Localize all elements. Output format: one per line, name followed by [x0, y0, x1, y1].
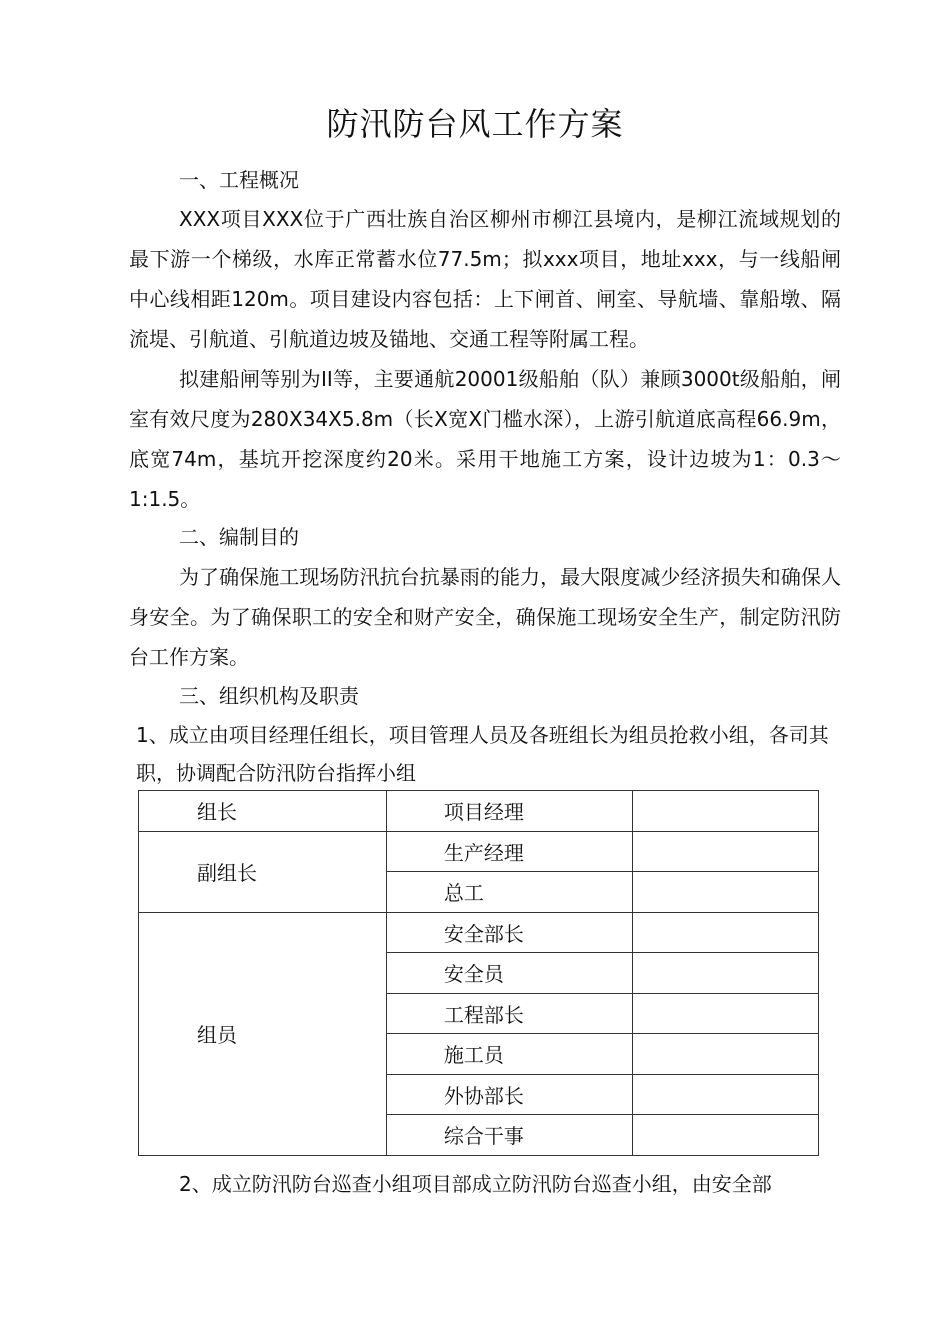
blank-cell	[632, 993, 818, 1034]
blank-cell	[632, 1115, 818, 1156]
blank-cell	[632, 953, 818, 994]
member-role-cell: 综合干事	[386, 1115, 632, 1156]
section-1-heading: 一、工程概况	[179, 168, 299, 192]
blank-cell	[632, 791, 818, 832]
section-3-heading: 三、组织机构及职责	[179, 684, 359, 708]
member-role-cell: 工程部长	[386, 993, 632, 1034]
leader-label-cell: 组长	[139, 791, 387, 832]
table-row	[139, 831, 819, 872]
blank-cell	[632, 1034, 818, 1075]
section-3-item-2: 2、成立防汛防台巡查小组项目部成立防汛防台巡查小组，由安全部	[179, 1172, 772, 1196]
deputy-label-cell: 副组长	[139, 831, 387, 912]
organization-table	[138, 790, 819, 1156]
section-2-paragraph: 为了确保施工现场防汛抗台抗暴雨的能力，最大限度减少经济损失和确保人身安全。为了确保职工的安全和财产安全，确保施工现场安全生产，制定防汛防台工作方案。	[129, 565, 841, 669]
member-role-cell: 施工员	[386, 1034, 632, 1075]
member-role-cell: 安全部长	[386, 912, 632, 953]
member-label-cell: 组员	[139, 912, 387, 1155]
blank-cell	[632, 831, 818, 872]
document-title: 防汛防台风工作方案	[326, 105, 624, 143]
section-3-item-1: 1、成立由项目经理任组长，项目管理人员及各班组长为组员抢救小组，各司其职，协调配合防汛防台指挥小组	[136, 723, 829, 785]
section-2-heading: 二、编制目的	[179, 525, 299, 549]
blank-cell	[632, 912, 818, 953]
section-1-paragraph-2: 拟建船闸等别为II等，主要通航20001级船舶（队）兼顾3000t级船舶，闸室有效尺度为280X34X5.8m（长X宽X门槛水深），上游引航道底高程66.9m，底宽74m，基坑开挖深度约20米。采用干地施工方案，设计边坡为1：0.3〜1:1.5。	[129, 367, 841, 511]
deputy-role-cell: 生产经理	[386, 831, 632, 872]
blank-cell	[632, 1074, 818, 1115]
leader-role-cell: 项目经理	[386, 791, 632, 832]
section-1-paragraph-1: XXX项目XXX位于广西壮族自治区柳州市柳江县境内，是柳江流域规划的最下游一个梯级，水库正常蓄水位77.5m；拟xxx项目，地址xxx，与一线船闸中心线相距120m。项目建设内容包括：上下闸首、闸室、导航墙、靠船墩、隔流堤、引航道、引航道边坡及锚地、交通工程等附属工程。	[129, 207, 841, 351]
table-row	[139, 912, 819, 953]
table-row	[139, 791, 819, 832]
deputy-role-cell: 总工	[386, 872, 632, 913]
member-role-cell: 安全员	[386, 953, 632, 994]
blank-cell	[632, 872, 818, 913]
member-role-cell: 外协部长	[386, 1074, 632, 1115]
